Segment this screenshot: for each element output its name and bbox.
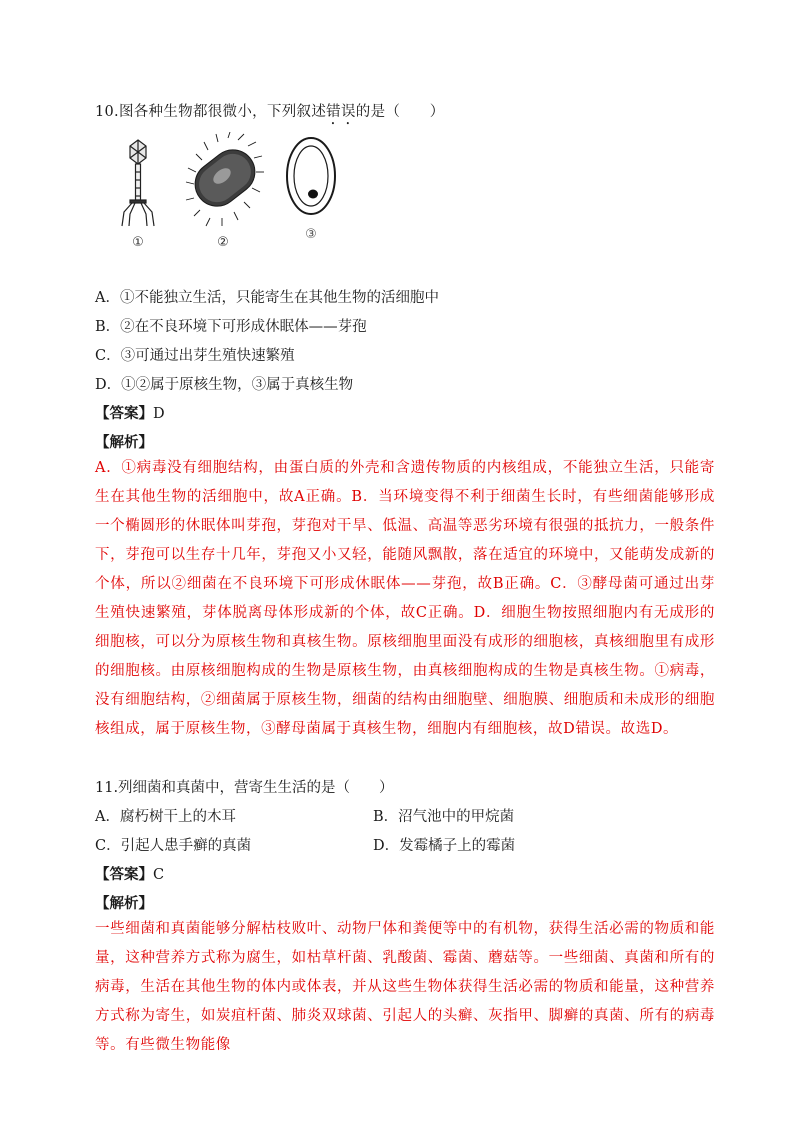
q11-analysis-text: 一些细菌和真菌能够分解枯枝败叶、动物尸体和粪便等中的有机物，获得生活必需的物质和能量，这种营养方式称为腐生，如枯草杆菌、乳酸菌、霉菌、蘑菇等。一些细菌、真菌和所有的病毒，生活在其他生物的体内或体表，并从这些生物体获得生活必需的物质和能量，这种营养方式称为寄生，如炭疽杆菌、肺炎双球菌、引起人的头癣、灰指甲、脚癣的真菌、所有的病毒等。有些微生物能像 [95, 921, 715, 1053]
q11-answer-label: 【答案】 [95, 866, 153, 883]
figure-label-3: ③ [305, 227, 317, 242]
yeast-cell-drawing [287, 138, 335, 214]
q10-analysis-text: A．①病毒没有细胞结构，由蛋白质的外壳和含遗传物质的内核组成，不能独立生活，只能寄生在其他生物的活细胞中，故A正确。B．当环境变得不利于细菌生长时，有些细菌能够形成一个椭圆形的休眠体叫芽孢，芽孢对干旱、低温、高温等恶劣环境有很强的抵抗力，一般条件下，芽孢可以生存十几年，芽孢又小又轻，能随风飘散，落在适宜的环境中，又能萌发成新的个体，所以②细菌在不良环境下可形成休眠体——芽孢，故B正确。C．③酵母菌可通过出芽生殖快速繁殖，芽体脱离母体形成新的个体，故C正确。D．细胞生物按照细胞内有无成形的细胞核，可以分为原核生物和真核生物。原核细胞里面没有成形的细胞核，真核细胞里有成形的细胞核。由原核细胞构成的生物是原核生物，由真核细胞构成的生物是真核生物。①病毒，没有细胞结构，②细菌属于原核生物，细菌的结构由细胞壁、细胞膜、细胞质和未成形的细胞核组成，属于原核生物，③酵母菌属于真核生物，细胞内有细胞核，故D错误。故选D。 [95, 460, 715, 737]
bacteriophage-drawing [122, 140, 154, 226]
q11-answer-value: C [153, 867, 165, 883]
question-10-stem-emphasis: 错误 [326, 104, 356, 120]
microorganisms-figure [110, 132, 350, 254]
figure-label-2: ② [217, 235, 229, 250]
q10-analysis-label: 【解析】 [95, 434, 153, 451]
q11-answer [95, 863, 164, 884]
q10-answer-value: D [153, 406, 165, 422]
question-10-stem [95, 100, 445, 128]
question-10-stem-pre: 10.图各种生物都很微小，下列叙述 [95, 104, 327, 120]
figure-label-1: ① [132, 235, 144, 250]
q10-answer [95, 402, 165, 423]
q11-option-c: C．引起人患手癣的真菌 [95, 838, 252, 854]
q10-option-b: B．②在不良环境下可形成休眠体——芽孢 [95, 319, 367, 335]
q10-option-c: C．③可通过出芽生殖快速繁殖 [95, 348, 295, 364]
q10-option-d: D．①②属于原核生物，③属于真核生物 [95, 377, 354, 393]
q11-analysis-label: 【解析】 [95, 895, 153, 912]
q10-option-a: A．①不能独立生活，只能寄生在其他生物的活细胞中 [95, 290, 439, 306]
q11-option-d: D．发霉橘子上的霉菌 [373, 838, 516, 854]
q11-option-a: A．腐朽树干上的木耳 [95, 809, 236, 825]
bacterium-drawing [186, 132, 264, 226]
q11-option-b: B．沼气池中的甲烷菌 [373, 809, 515, 825]
question-10-stem-post: 的是（ ） [355, 104, 445, 120]
q10-answer-label: 【答案】 [95, 405, 153, 422]
question-11-stem: 11.列细菌和真菌中，营寄生生活的是（ ） [95, 780, 394, 796]
